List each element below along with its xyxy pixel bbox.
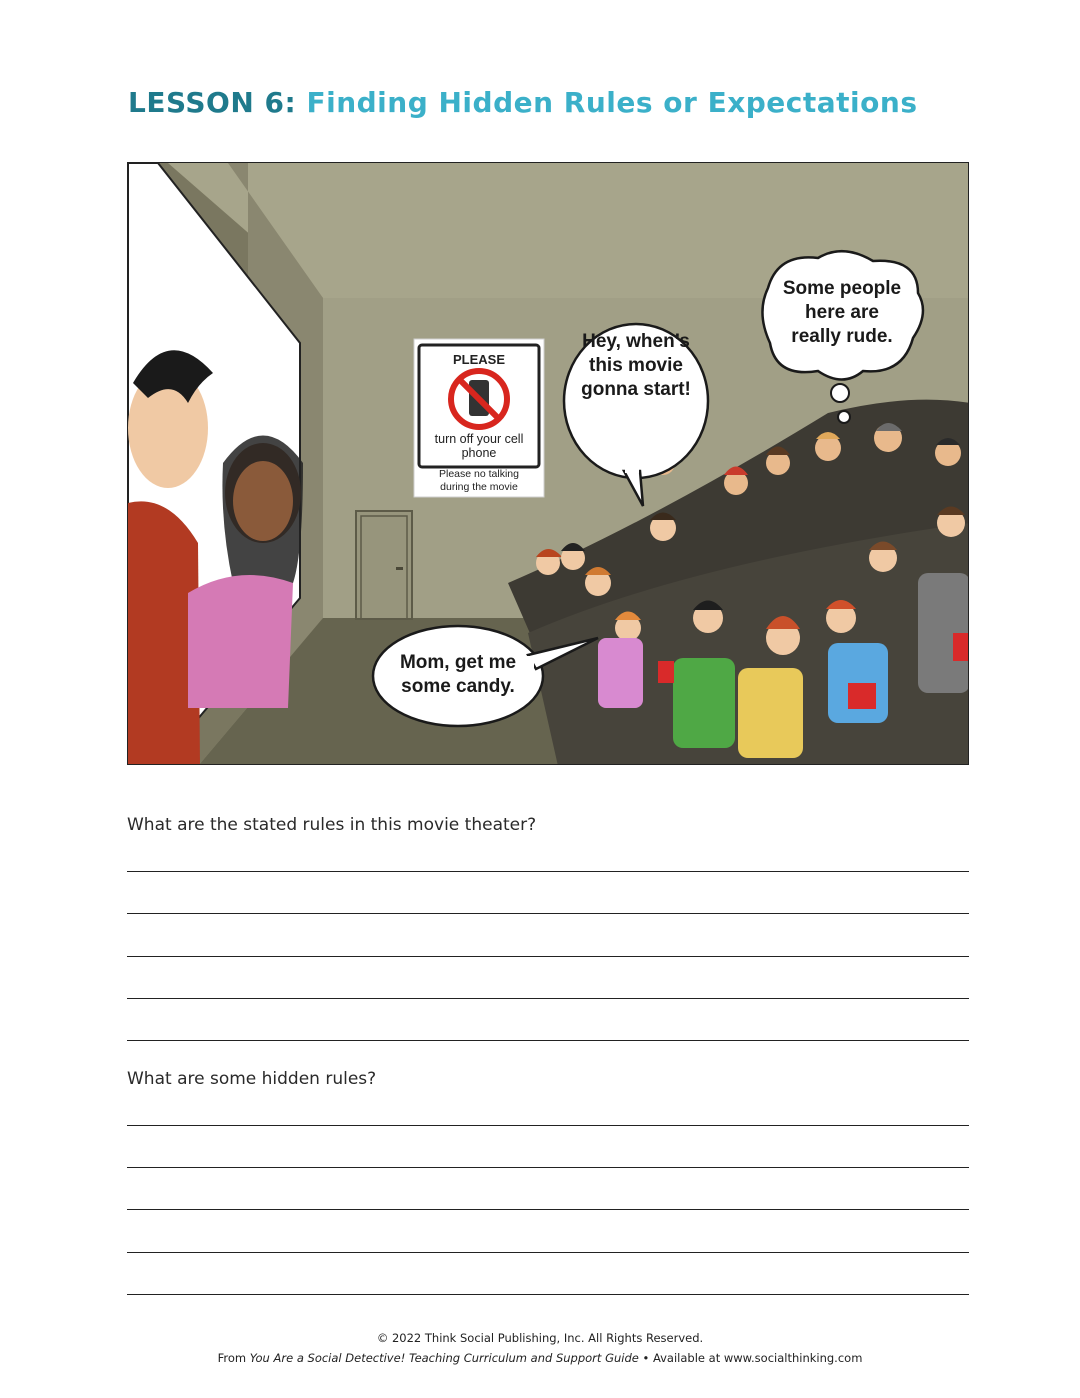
footer-source <box>0 1351 1080 1365</box>
bubble-movie-start: Hey, when’s this movie gonna start! <box>581 331 691 400</box>
movie-theater-illustration <box>127 162 969 765</box>
page-title <box>128 86 918 119</box>
sign-phone-rule: turn off your cell phone <box>434 432 524 460</box>
answer-line[interactable] <box>127 1167 969 1168</box>
answer-line[interactable] <box>127 871 969 872</box>
question-hidden-rules: What are some hidden rules? <box>127 1069 377 1089</box>
answer-line[interactable] <box>127 1040 969 1041</box>
question-stated-rules: What are the stated rules in this movie theater? <box>127 815 537 835</box>
bubble-get-candy: Mom, get me some candy. <box>399 652 517 697</box>
footer-source-suffix: • Available at www.socialthinking.com <box>638 1351 863 1365</box>
footer-copyright: © 2022 Think Social Publishing, Inc. All Rights Reserved. <box>376 1331 704 1345</box>
answer-line[interactable] <box>127 1252 969 1253</box>
answer-line[interactable] <box>127 998 969 999</box>
lesson-name: Finding Hidden Rules or Expectations <box>306 86 918 119</box>
bubble-people-rude: Some people here are really rude. <box>782 278 902 347</box>
theater-drawing <box>128 163 969 765</box>
answer-line[interactable] <box>127 1125 969 1126</box>
sign-please: PLEASE <box>452 352 505 367</box>
footer-source-prefix: From <box>217 1351 250 1365</box>
answer-line[interactable] <box>127 956 969 957</box>
footer-book-title: You Are a Social Detective! Teaching Curriculum and Support Guide <box>249 1351 639 1365</box>
answer-line[interactable] <box>127 913 969 914</box>
sign-talk-rule: Please no talking during the movie <box>439 468 519 494</box>
answer-line[interactable] <box>127 1294 969 1295</box>
answer-line[interactable] <box>127 1209 969 1210</box>
lesson-number: LESSON 6: <box>128 86 297 119</box>
